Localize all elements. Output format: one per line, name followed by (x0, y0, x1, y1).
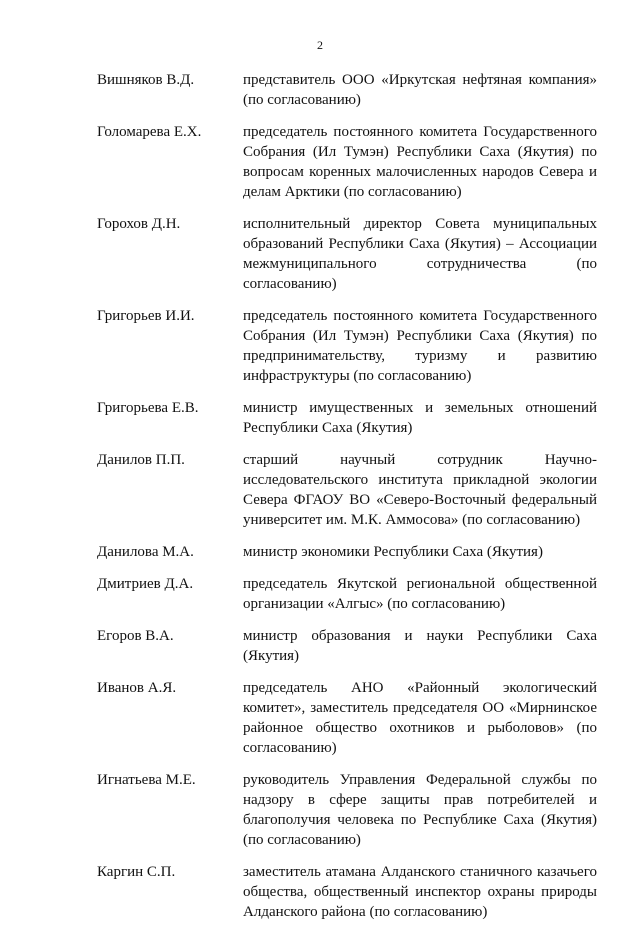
member-name: Данилов П.П. (97, 452, 185, 468)
member-row (97, 678, 597, 758)
member-row (97, 450, 597, 530)
member-name: Каргин С.П. (97, 864, 176, 880)
member-name: Данилова М.А. (97, 544, 194, 560)
member-role: председатель АНО «Районный экологический комитет», заместитель председателя ОО «Мирнинское районное общество охотников и рыболовов» (по согласованию) (243, 680, 597, 756)
member-role: министр экономики Республики Саха (Якутия) (243, 544, 543, 560)
member-name: Григорьева Е.В. (97, 400, 199, 416)
member-name: Дмитриев Д.А. (97, 576, 194, 592)
member-role: представитель ООО «Иркутская нефтяная компания» (по согласованию) (243, 72, 597, 108)
member-name: Вишняков В.Д. (97, 72, 195, 88)
member-row (97, 70, 597, 110)
member-row (97, 626, 597, 666)
member-row (97, 398, 597, 438)
member-role: министр имущественных и земельных отношений Республики Саха (Якутия) (243, 400, 597, 436)
member-row (97, 770, 597, 850)
member-row (97, 862, 597, 922)
member-row (97, 122, 597, 202)
member-row (97, 574, 597, 614)
members-list (97, 70, 597, 934)
member-name: Иванов А.Я. (97, 680, 177, 696)
member-name: Игнатьева М.Е. (97, 772, 196, 788)
member-row (97, 306, 597, 386)
member-name: Егоров В.А. (97, 628, 174, 644)
member-name: Горохов Д.Н. (97, 216, 181, 232)
page-number: 2 (317, 38, 323, 52)
member-role: руководитель Управления Федеральной службы по надзору в сфере защиты прав потребителей и благополучия человека по Республике Саха (Якутия) (по согласованию) (243, 772, 597, 848)
member-role: старший научный сотрудник Научно-исследовательского института прикладной экологии Севера ФГАОУ ВО «Северо-Восточный федеральный университет им. М.К. Аммосова» (по согласованию) (243, 452, 597, 528)
member-role: министр образования и науки Республики Саха (Якутия) (243, 628, 597, 664)
member-row (97, 214, 597, 294)
member-role: заместитель атамана Алданского станичного казачьего общества, общественный инспектор охраны природы Алданского района (по согласованию) (243, 864, 597, 920)
member-name: Голомарева Е.Х. (97, 124, 202, 140)
member-role: председатель постоянного комитета Государственного Собрания (Ил Тумэн) Республики Саха (Якутия) по вопросам коренных малочисленных народов Севера и делам Арктики (по согласованию) (243, 124, 597, 200)
member-role: председатель Якутской региональной общественной организации «Алгыс» (по согласованию) (243, 576, 597, 612)
member-row (97, 542, 597, 562)
member-name: Григорьев И.И. (97, 308, 195, 324)
member-role: исполнительный директор Совета муниципальных образований Республики Саха (Якутия) – Ассоциации межмуниципального сотрудничества (по согласованию) (243, 216, 597, 292)
member-role: председатель постоянного комитета Государственного Собрания (Ил Тумэн) Республики Саха (Якутия) по предпринимательству, туризму и развитию инфраструктуры (по согласованию) (243, 308, 597, 384)
